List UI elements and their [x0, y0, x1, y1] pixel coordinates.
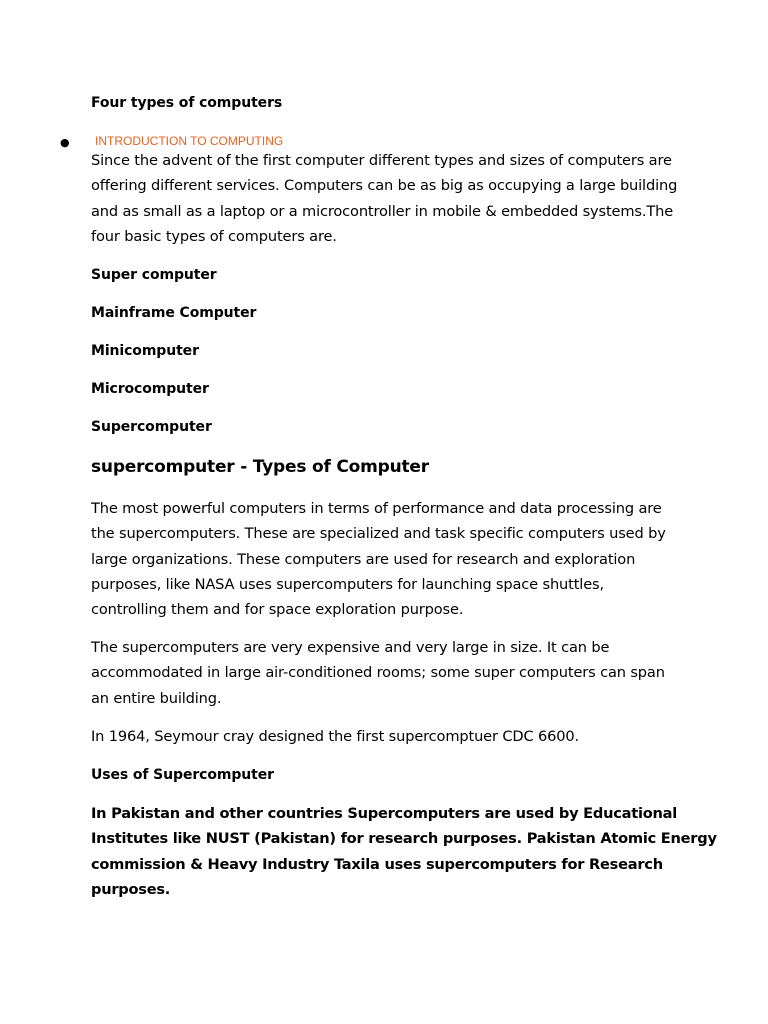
intro-line: and as small as a laptop or a microcontroller in mobile & embedded systems.The [91, 202, 674, 220]
para1-line: controlling them and for space exploration purpose. [91, 601, 464, 619]
uses-heading: Uses of Supercomputer [91, 767, 274, 783]
uses-paragraph [91, 801, 717, 902]
uses-line: Institutes like NUST (Pakistan) for research purposes. Pakistan Atomic Energy [91, 830, 717, 848]
uses-line: commission & Heavy Industry Taxila uses supercomputers for Research [91, 855, 663, 873]
intro-line: four basic types of computers are. [91, 227, 337, 245]
intro-link[interactable]: INTRODUCTION TO COMPUTING [95, 134, 284, 148]
intro-paragraph [91, 148, 677, 249]
para2-line: The supercomputers are very expensive and very large in size. It can be [91, 639, 610, 656]
type-item-mainframe: Mainframe Computer [91, 305, 257, 321]
type-item-minicomputer: Minicomputer [91, 343, 199, 359]
type-item-super-computer: Super computer [91, 267, 217, 283]
para2-line: an entire building. [91, 689, 222, 707]
paragraph-2 [91, 635, 665, 711]
intro-line: offering different services. Computers can be as big as occupying a large building [91, 177, 678, 195]
para1-line: the supercomputers. These are specialized and task specific computers used by [91, 525, 666, 543]
intro-line: Since the advent of the first computer different types and sizes of computers are [91, 152, 672, 169]
type-item-supercomputer: Supercomputer [91, 419, 212, 435]
paragraph-3: In 1964, Seymour cray designed the first supercomptuer CDC 6600. [91, 728, 580, 745]
section-heading: supercomputer - Types of Computer [91, 457, 429, 477]
uses-line: In Pakistan and other countries Supercomputers are used by Educational [91, 805, 677, 822]
para1-line: purposes, like NASA uses supercomputers for launching space shuttles, [91, 575, 604, 593]
doc-title: Four types of computers [91, 95, 283, 111]
para2-line: accommodated in large air-conditioned rooms; some super computers can span [91, 664, 665, 682]
bullet-dot-icon: ● [60, 136, 70, 149]
uses-line: purposes. [91, 880, 171, 898]
type-item-microcomputer: Microcomputer [91, 381, 209, 397]
para1-line: large organizations. These computers are used for research and exploration [91, 550, 636, 568]
para1-line: The most powerful computers in terms of performance and data processing are [91, 500, 662, 517]
paragraph-1 [91, 496, 666, 622]
